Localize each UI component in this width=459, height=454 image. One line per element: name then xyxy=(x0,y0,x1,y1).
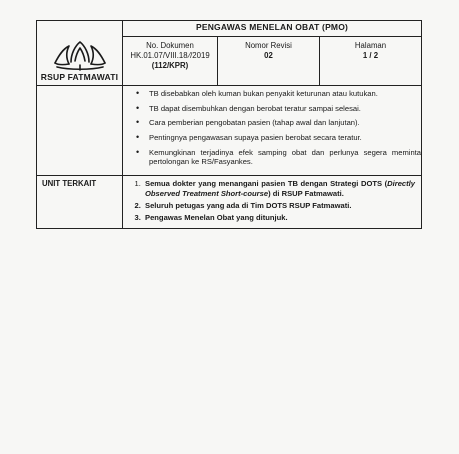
organization-name: RSUP FATMAWATI xyxy=(40,72,119,82)
hospital-logo-icon xyxy=(37,21,122,71)
unit-terkait-list xyxy=(123,176,421,228)
page-cell xyxy=(320,36,422,85)
doc-number-code: (112/KPR) xyxy=(151,60,189,70)
doc-number-cell xyxy=(123,36,218,85)
bullet-item: • Cara pemberian pengobatan pasien (tahap awal dan lanjutan). xyxy=(149,118,421,128)
unit-item: 3. Pengawas Menelan Obat yang ditunjuk. xyxy=(143,213,415,224)
bullet-item: • TB dapat disembuhkan dengan berobat teratur sampai selesai. xyxy=(149,104,421,114)
logo-cell xyxy=(37,21,123,86)
sop-table xyxy=(36,20,422,229)
unit-terkait-label: UNIT TERKAIT xyxy=(37,175,123,228)
doc-number-value: HK.01.07/VIII.18 ⁄/2019 xyxy=(130,50,210,60)
header-row-title xyxy=(37,21,422,37)
unit-item-text: Semua dokter yang menangani pasien TB dengan Strategi DOTS ( xyxy=(145,178,388,188)
content-cell xyxy=(123,86,422,176)
unit-terkait-row xyxy=(37,175,422,228)
unit-item-italic: Directly Observed Treatment Short-course xyxy=(145,178,416,199)
unit-terkait-cell xyxy=(123,175,422,228)
content-label-cell xyxy=(37,86,123,176)
bullet-item: • TB disebabkan oleh kuman bukan penyakit keturunan atau kutukan. xyxy=(149,89,421,99)
revision-cell xyxy=(218,36,320,85)
bullet-item: • Kemungkinan terjadinya efek samping obat dan perlunya segera meminta pertolongan ke RS/Fasyankes. xyxy=(149,148,421,167)
sop-document xyxy=(36,20,421,244)
doc-number-label: No. Dokumen xyxy=(146,40,194,50)
bullet-item: • Pentingnya pengawasan supaya pasien berobat secara teratur. xyxy=(149,133,421,143)
document-title: PENGAWAS MENELAN OBAT (PMO) xyxy=(123,21,422,37)
content-row xyxy=(37,86,422,176)
revision-label: Nomor Revisi xyxy=(245,40,292,50)
unit-item-text: ) di RSUP Fatmawati. xyxy=(268,189,344,199)
page-value: 1 / 2 xyxy=(362,50,379,60)
education-bullet-list xyxy=(123,86,421,175)
revision-value: 02 xyxy=(264,50,273,60)
unit-item: 2. Seluruh petugas yang ada di Tim DOTS RSUP Fatmawati. xyxy=(143,201,415,212)
page-label: Halaman xyxy=(354,40,387,50)
unit-item xyxy=(143,179,415,200)
